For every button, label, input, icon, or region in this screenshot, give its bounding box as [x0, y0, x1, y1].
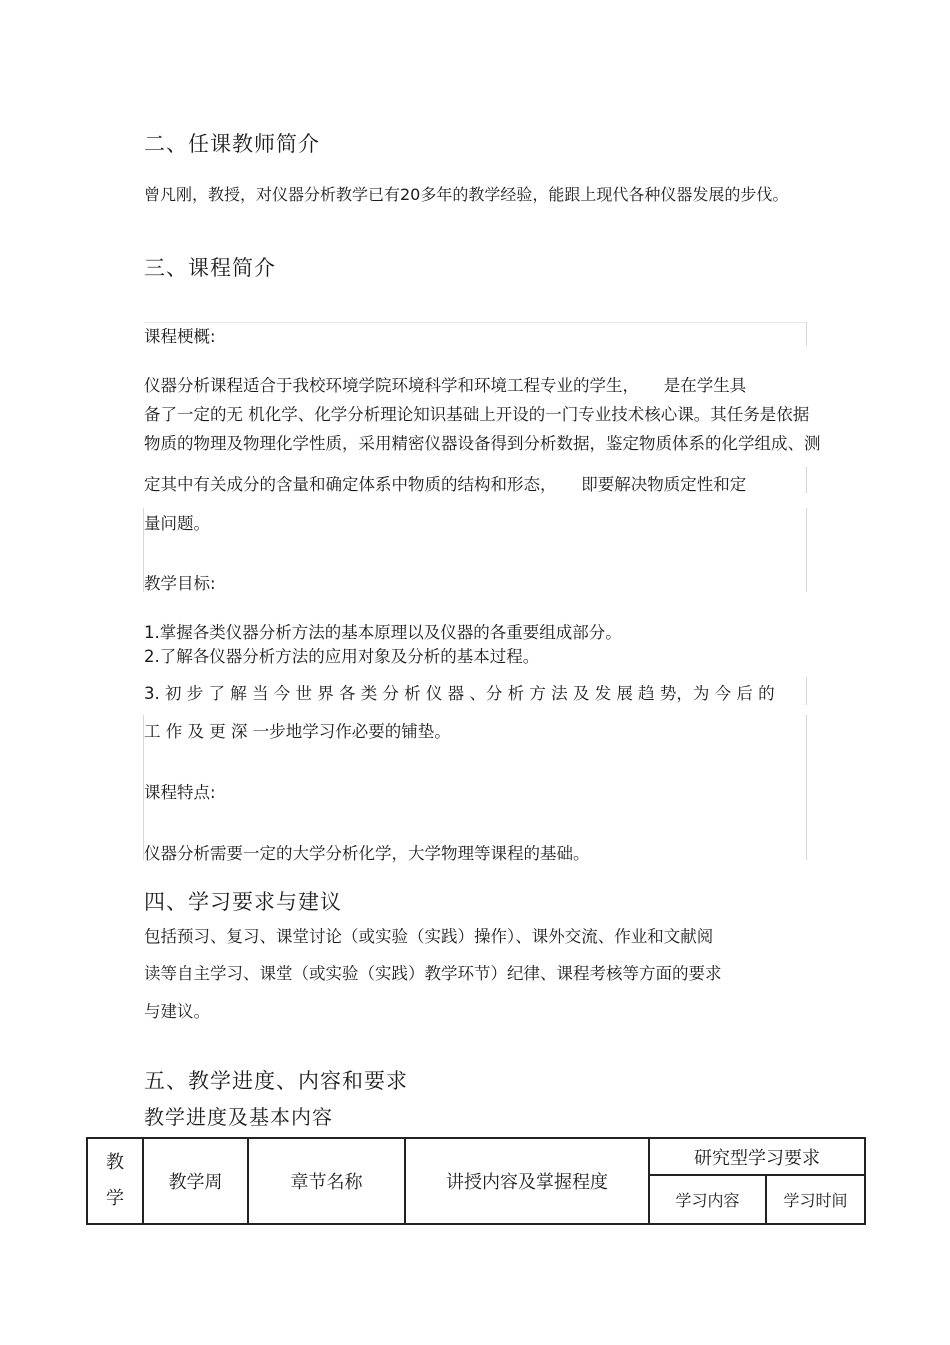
frame-line — [806, 715, 807, 860]
goals-label: 教学目标: — [144, 574, 216, 593]
goal-item: 1.掌握各类仪器分析方法的基本原理以及仪器的各重要组成部分。 — [144, 623, 622, 642]
header-chapter-name: 章节名称 — [248, 1138, 405, 1224]
features-text: 仪器分析需要一定的大学分析化学，大学物理等课程的基础。 — [144, 844, 590, 863]
schedule-subheading: 教学进度及基本内容 — [144, 1105, 333, 1129]
goal-item: 3. 初 步 了 解 当 今 世 界 各 类 分 析 仪 器 、分 析 方 法 及 发 展 趋 势，为 今 后 的 — [144, 684, 775, 703]
schedule-heading: 五、教学进度、内容和要求 — [144, 1069, 408, 1093]
study-heading: 四、学习要求与建议 — [144, 890, 342, 914]
header-teaching-week: 教学周 — [143, 1138, 248, 1224]
header-study-content: 学习内容 — [649, 1175, 766, 1224]
goal-item: 工 作 及 更 深 一步地学习作必要的铺垫。 — [144, 722, 451, 741]
study-line: 读等自主学习、课堂（或实验（实践）教学环节）纪律、课程考核等方面的要求 — [144, 964, 722, 983]
overview-line: 仪器分析课程适合于我校环境学院环境科学和环境工程专业的学生， 是在学生具 — [144, 376, 747, 395]
header-char: 教 — [106, 1152, 124, 1173]
frame-line — [144, 322, 806, 323]
header-char: 学 — [106, 1188, 124, 1209]
frame-line — [806, 467, 807, 493]
header-cell-1 — [87, 1138, 143, 1224]
overview-label: 课程梗概: — [144, 327, 216, 346]
teacher-intro-text: 曾凡刚，教授，对仪器分析教学已有20多年的教学经验，能跟上现代各种仪器发展的步伐。 — [144, 185, 789, 204]
goal-item: 2.了解各仪器分析方法的应用对象及分析的基本过程。 — [144, 647, 540, 666]
overview-line: 物质的物理及物理化学性质，采用精密仪器设备得到分析数据，鉴定物质体系的化学组成、测 — [144, 434, 821, 453]
study-line: 包括预习、复习、课堂讨论（或实验（实践）操作）、课外交流、作业和文献阅 — [144, 927, 714, 946]
overview-line: 量问题。 — [144, 514, 210, 533]
frame-line — [806, 677, 807, 705]
study-line: 与建议。 — [144, 1002, 210, 1021]
overview-line: 定其中有关成分的含量和确定体系中物质的结构和形态， 即要解决物质定性和定 — [144, 475, 747, 494]
schedule-table — [86, 1137, 866, 1225]
header-study-time: 学习时间 — [766, 1175, 865, 1224]
course-heading: 三、课程简介 — [144, 256, 276, 280]
frame-line — [806, 322, 807, 346]
overview-line: 备了一定的无 机化学、化学分析理论知识基础上开设的一门专业技术核心课。其任务是依据 — [144, 405, 810, 424]
teacher-heading: 二、任课教师简介 — [144, 132, 320, 156]
frame-line — [806, 508, 807, 592]
header-lecture-content: 讲授内容及掌握程度 — [405, 1138, 649, 1224]
features-label: 课程特点: — [144, 783, 216, 802]
header-research-requirements: 研究型学习要求 — [649, 1138, 865, 1175]
